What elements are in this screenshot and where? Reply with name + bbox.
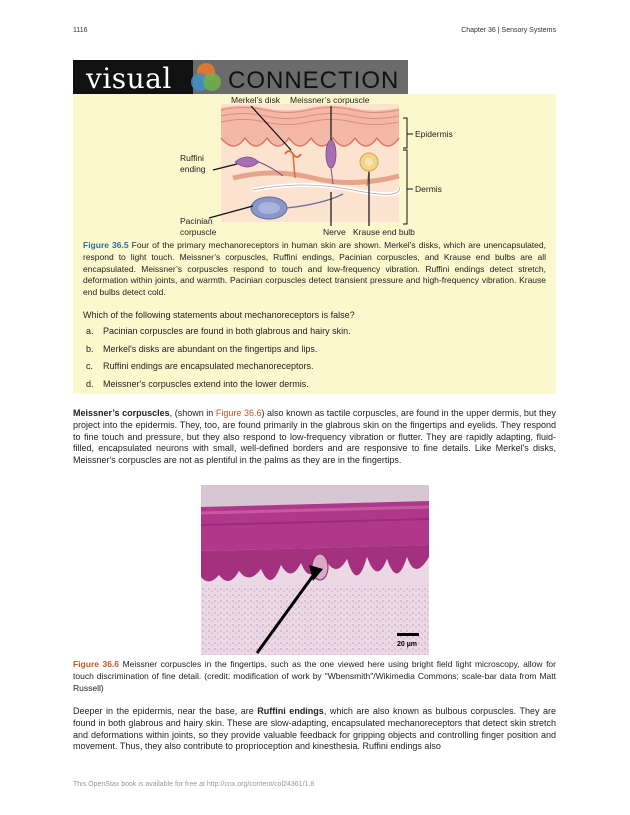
- banner-word-visual: visual: [86, 62, 172, 94]
- micrograph-meissner-corpuscle: [201, 485, 429, 655]
- label-ruffini-line1: Ruffini: [180, 153, 204, 163]
- term-ruffini-endings: Ruffini endings: [257, 706, 324, 716]
- label-merkels-disk: Merkel’s disk: [231, 95, 280, 105]
- paragraph-ruffini: [73, 706, 556, 753]
- option-d-letter: d.: [86, 378, 94, 389]
- option-a-text: Pacinian corpuscles are found in both glabrous and hairy skin.: [103, 326, 351, 336]
- label-nerve: Nerve: [323, 227, 346, 237]
- label-meissners-corpuscle: Meissner’s corpuscle: [290, 95, 370, 105]
- para2-post: , which are also known as bulbous corpuscles. They are found in both glabrous and hairy skin. These are slow-adapting, encapsulated mechanoreceptors that detect skin stretch and deformations within joints, so they provide valuable feedback for gripping objects and controlling finger position and movement. Thus, they also contribute to proprioception and kinesthesia. Ruffini endings also: [73, 706, 556, 752]
- figure-36-5-text: Four of the primary mechanoreceptors in human skin are shown. Merkel’s disks, which are unencapsulated, respond to light touch. Meissner’s corpuscles, Ruffini endings, Pacinian corpuscles, and Krause end bulbs are all encapsulated. Meissner’s corpuscles respond to touch and low-frequency vibration. Ruffini endings detect stretch, deformation within joints, and warmth. Pacinian corpuscles detect transient pressure and high-frequency vibration. Krause end bulbs detect cold.: [83, 240, 546, 298]
- venn-logo-icon: [188, 60, 224, 94]
- option-c-letter: c.: [86, 361, 94, 371]
- label-pacinian-line1: Pacinian: [180, 216, 213, 226]
- figure-36-5-label: Figure 36.5: [83, 240, 129, 250]
- label-ruffini-line2: ending: [180, 164, 206, 174]
- option-a-letter: a.: [86, 326, 94, 336]
- figure-36-6-label: Figure 36.6: [73, 659, 120, 669]
- page-number: 1116: [73, 27, 88, 34]
- figure-36-6-link[interactable]: Figure 36.6: [215, 408, 262, 418]
- para1-post-ref: ) also known as tactile corpuscles, are found in the upper dermis, but they project into the epidermis. They, too, are found primarily in the glabrous skin on the fingertips and eyelids. They respond to fine touch and pressure, but they also respond to low-frequency vibration or flutter. They are rapidly adapting, fluid-filled, encapsulated neurons with small, well-defined borders and are responsive to fine details. Like Merkel's disks, Meissner's corpuscles are not as plentiful in the palms as they are in the fingertips.: [73, 408, 557, 466]
- option-b: [86, 344, 546, 362]
- visual-connection-box: [73, 94, 556, 394]
- footer-note: This OpenStax book is available for free at http://cnx.org/content/col24361/1.8: [73, 781, 315, 788]
- question-prompt: Which of the following statements about mechanoreceptors is false?: [83, 310, 355, 320]
- option-b-text: Merkel's disks are abundant on the fingertips and lips.: [103, 343, 318, 354]
- answer-options: [86, 326, 546, 396]
- label-epidermis: Epidermis: [415, 129, 453, 139]
- label-krause-end-bulb: Krause end bulb: [353, 227, 415, 237]
- visual-connection-banner: [73, 60, 408, 94]
- option-b-letter: b.: [86, 343, 94, 354]
- option-a: [86, 326, 546, 344]
- label-pacinian-line2: corpuscle: [180, 227, 217, 237]
- figure-36-6-text: Meissner corpuscles in the fingertips, such as the one viewed here using bright field light microscopy, allow for touch discrimination of fine detail. (credit: modification of work by "Wbensmith"/Wikimedia Commons; scale-bar data from Matt Russell): [73, 659, 556, 693]
- mechanoreceptor-diagram: [173, 94, 523, 242]
- paragraph-meissner: [73, 408, 556, 467]
- option-d-text: Meissner's corpuscles extend into the lower dermis.: [103, 378, 309, 389]
- chapter-header: Chapter 36 | Sensory Systems: [461, 27, 556, 34]
- term-meissners-corpuscles: Meissner’s corpuscles: [73, 408, 170, 418]
- option-d: [86, 379, 546, 397]
- scale-bar-label: 20 µm: [397, 641, 417, 648]
- label-dermis: Dermis: [415, 184, 442, 194]
- para2-pre: Deeper in the epidermis, near the base, are: [73, 706, 258, 716]
- figure-36-6-caption: [73, 659, 556, 694]
- para1-pre-ref: , (shown in: [169, 408, 216, 418]
- figure-36-5-caption: [83, 240, 546, 299]
- option-c-text: Ruffini endings are encapsulated mechanoreceptors.: [103, 361, 314, 371]
- option-c: [86, 361, 546, 379]
- banner-word-connection: CONNECTION: [228, 67, 400, 94]
